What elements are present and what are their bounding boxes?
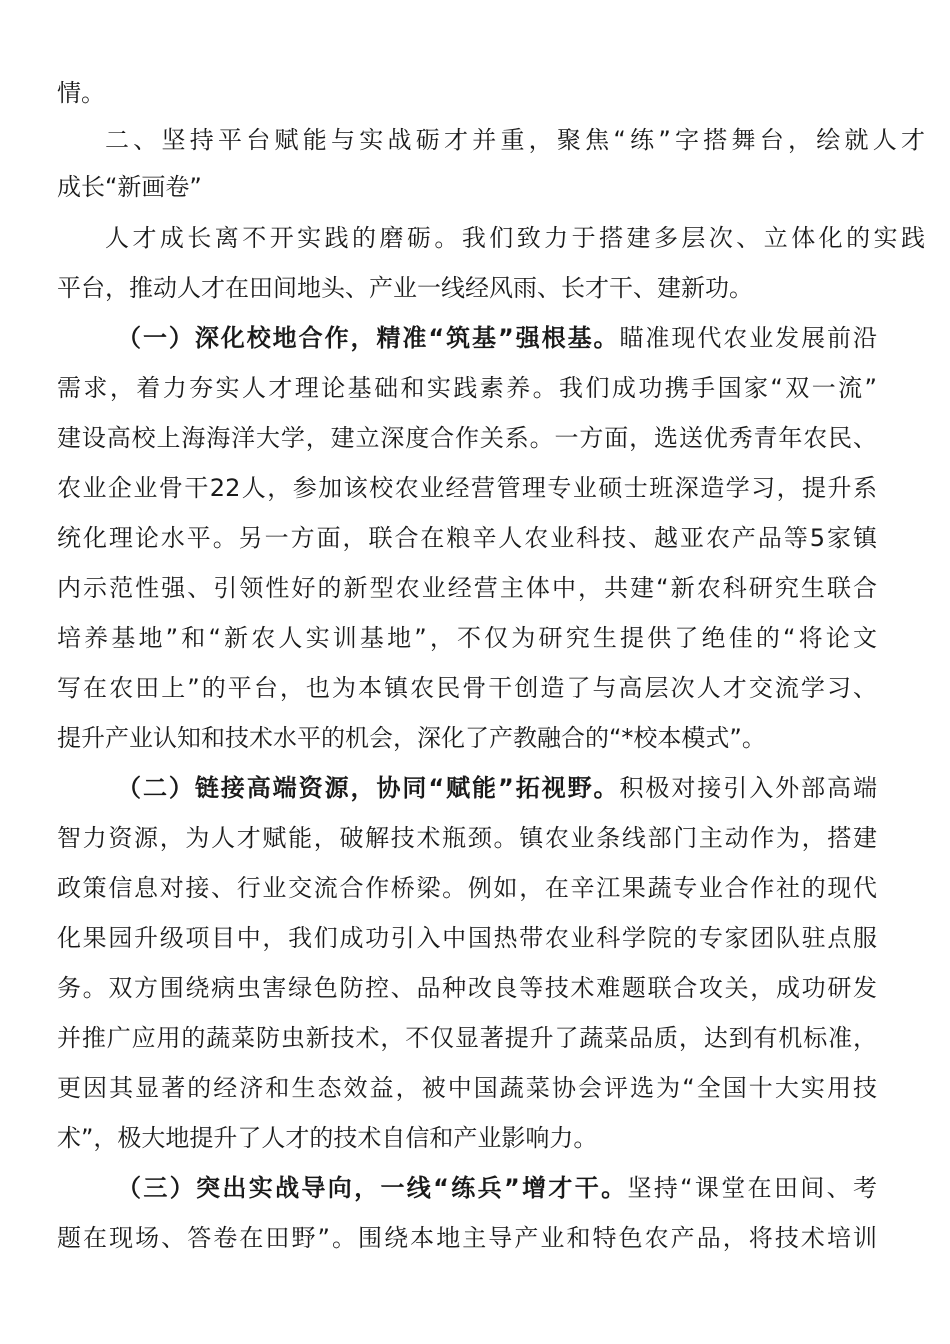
paragraph-line: 智力资源，为人才赋能，破解技术瓶颈。镇农业条线部门主动作为，搭建 [57,824,877,852]
paragraph-line: 情。 [57,79,105,107]
paragraph-line: 建设高校上海海洋大学，建立深度合作关系。一方面，选送优秀青年农民、 [57,424,877,452]
subheading-line [117,773,877,803]
paragraph-line: 化果园升级项目中，我们成功引入中国热带农业科学院的专家团队驻点服 [57,924,877,952]
paragraph-line: 内示范性强、引领性好的新型农业经营主体中，共建“新农科研究生联合 [57,574,877,602]
paragraph-line: 写在农田上”的平台，也为本镇农民骨干创造了与高层次人才交流学习、 [57,674,877,702]
subheading-title: （三）突出实战导向，一线“练兵”增才干。 [117,1174,628,1202]
paragraph-line: 需求，着力夯实人才理论基础和实践素养。我们成功携手国家“双一流” [57,374,877,402]
paragraph-line: 提升产业认知和技术水平的机会，深化了产教融合的“*校本模式”。 [57,724,766,752]
paragraph-line: 并推广应用的蔬菜防虫新技术，不仅显著提升了蔬菜品质，达到有机标准， [57,1024,877,1052]
subheading-text: 瞄准现代农业发展前沿 [619,324,877,352]
section-heading-line: 成长“新画卷” [57,173,202,201]
section-heading-line: 二、坚持平台赋能与实战砺才并重，聚焦“练”字搭舞台，绘就人才 [105,126,925,154]
paragraph-line: 更因其显著的经济和生态效益，被中国蔬菜协会评选为“全国十大实用技 [57,1074,877,1102]
paragraph-line: 培养基地”和“新农人实训基地”，不仅为研究生提供了绝佳的“将论文 [57,624,877,652]
subheading-line [117,1173,877,1203]
subheading-line [117,323,877,353]
paragraph-line: 农业企业骨干22人，参加该校农业经营管理专业硕士班深造学习，提升系 [57,474,877,502]
subheading-title: （一）深化校地合作，精准“筑基”强根基。 [117,324,620,352]
paragraph-line: 政策信息对接、行业交流合作桥梁。例如，在辛江果蔬专业合作社的现代 [57,874,877,902]
paragraph-line: 题在现场、答卷在田野”。围绕本地主导产业和特色农产品，将技术培训 [57,1224,877,1252]
paragraph-line: 人才成长离不开实践的磨砺。我们致力于搭建多层次、立体化的实践 [105,224,925,252]
paragraph-line: 术”，极大地提升了人才的技术自信和产业影响力。 [57,1124,598,1152]
subheading-text: 坚持“课堂在田间、考 [627,1174,877,1202]
subheading-title: （二）链接高端资源，协同“赋能”拓视野。 [117,774,620,802]
paragraph-line: 统化理论水平。另一方面，联合在粮辛人农业科技、越亚农产品等5家镇 [57,524,877,552]
subheading-text: 积极对接引入外部高端 [619,774,877,802]
paragraph-line: 务。双方围绕病虫害绿色防控、品种改良等技术难题联合攻关，成功研发 [57,974,877,1002]
paragraph-line: 平台，推动人才在田间地头、产业一线经风雨、长才干、建新功。 [57,274,753,302]
